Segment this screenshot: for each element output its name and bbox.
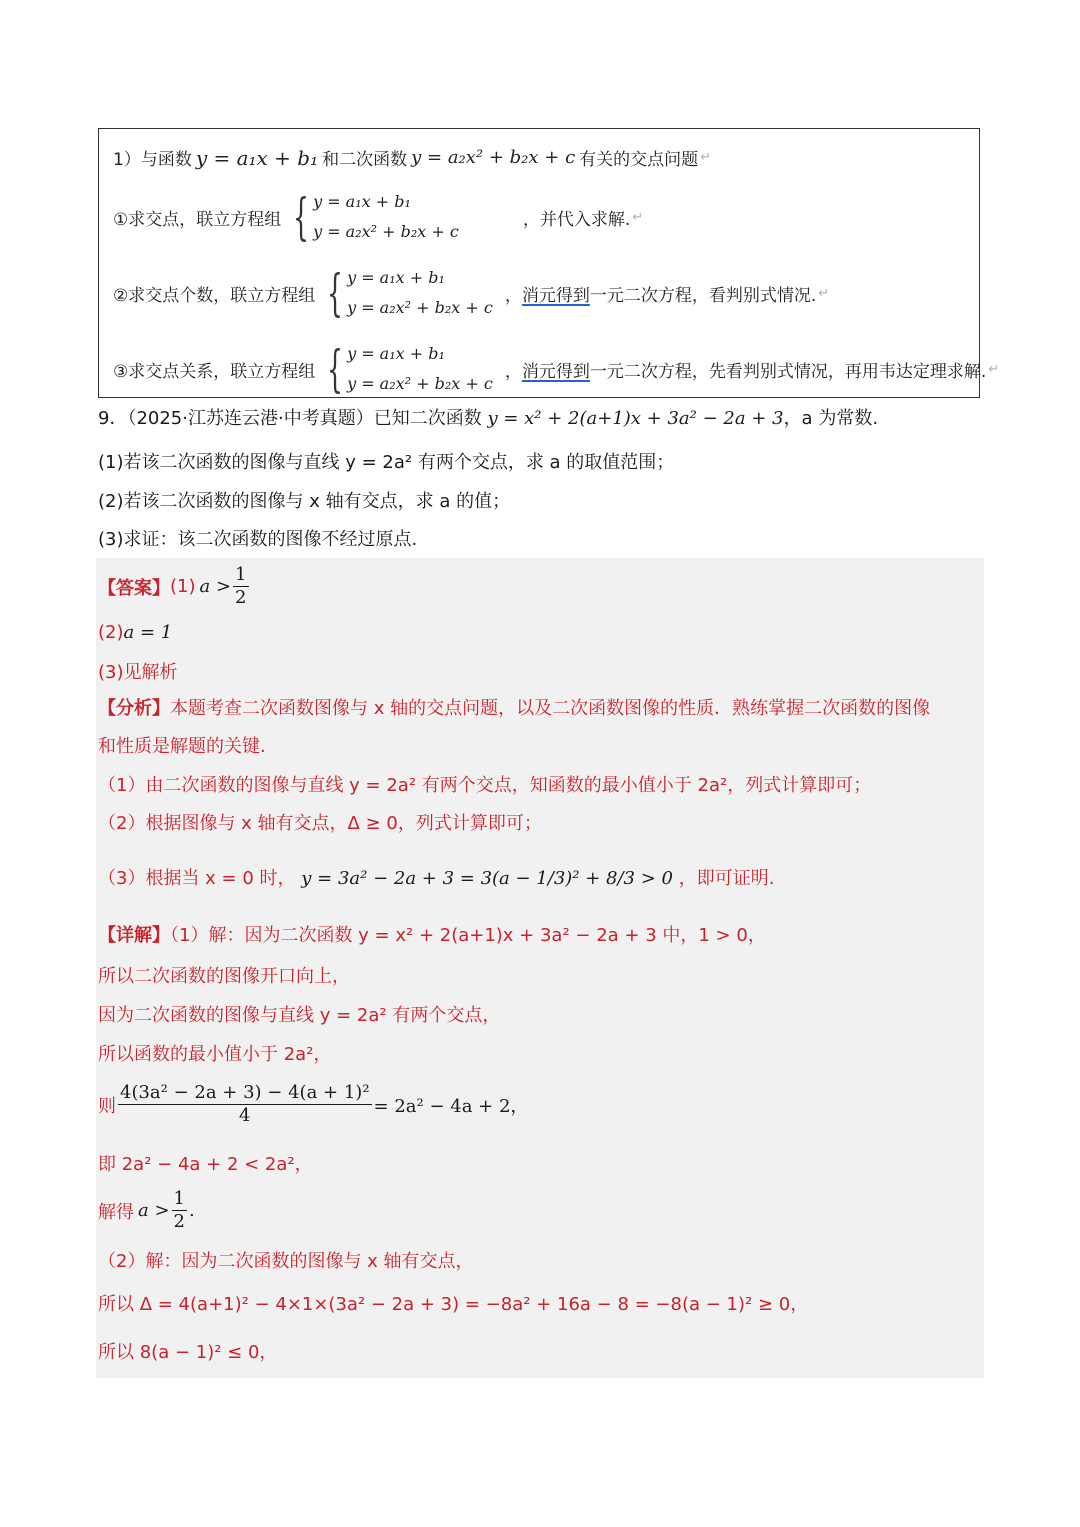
analysis-point-3: （3）根据当 x = 0 时， y = 3a² − 2a + 3 = 3(a − 1/3)² + 8/3 > 0 ，即可证明. [98,868,775,889]
detail-line-4: 所以函数的最小值小于 2a²， [98,1044,332,1065]
answer-line: 【答案】 (1) a > $\frac{1}{2}$ [98,564,247,608]
fraction-expression: $\frac{\text{4(3a² − 2a + 3) − 4(a + 1)²}}{4}$ [120,1082,370,1126]
question-part-3: (3)求证：该二次函数的图像不经过原点. [98,529,418,550]
detail-line-5: 则 $\frac{\text{4(3a² − 2a + 3) − 4(a + 1)²}}{4}$ = 2a² − 4a + 2， [98,1082,529,1126]
answer-part-3: (3)见解析 [98,662,178,683]
brace: { [327,264,344,322]
summary-line-4: ③求交点关系，联立方程组 { y = a₁x + b₁ y = a₂x² + b₂x + c ， 消元得到 一元二次方程，先看判别式情况，再用韦达定理求解. ↵ [113,340,1000,398]
fraction-one-half: $\frac{1}{2}$ [173,1188,185,1232]
question-part-1: (1)若该二次函数的图像与直线 y = 2a² 有两个交点，求 a 的取值范围； [98,452,675,473]
summary-line-2: ①求交点，联立方程组 { y = a₁x + b₁ y = a₂x² + b₂x + c ，并代入求解. ↵ [113,188,644,246]
analysis-point-2: （2）根据图像与 x 轴有交点，Δ ≥ 0，列式计算即可； [98,813,542,834]
detail-line-10: 所以 8(a − 1)² ≤ 0， [98,1342,278,1363]
detail-line-3: 因为二次函数的图像与直线 y = 2a² 有两个交点， [98,1005,501,1026]
detail-line-9: 所以 Δ = 4(a+1)² − 4×1×(3a² − 2a + 3) = −8a² + 16a − 8 = −8(a − 1)² ≥ 0， [98,1294,809,1315]
question-part-2: (2)若该二次函数的图像与 x 轴有交点，求 a 的值； [98,491,511,512]
equation-system: { y = a₁x + b₁ y = a₂x² + b₂x + c [327,340,493,398]
summary-line-3: ②求交点个数，联立方程组 { y = a₁x + b₁ y = a₂x² + b₂x + c ， 消元得到 一元二次方程，看判别式情况. ↵ [113,264,830,322]
method-summary-box [98,128,1000,398]
brace: { [293,188,310,246]
fraction-one-half: $\frac{1}{2}$ [235,564,247,608]
analysis-line-1: 【分析】本题考查二次函数图像与 x 轴的交点问题，以及二次函数图像的性质．熟练掌握二次函数的图像 [98,698,931,719]
detail-line-2: 所以二次函数的图像开口向上， [98,966,350,987]
equation-system: { y = a₁x + b₁ y = a₂x² + b₂x + c [327,264,493,322]
summary-line-1: 1）与函数 y = a₁x + b₁ 和二次函数 y = a₂x² + b₂x + c 有关的交点问题 ↵ [113,145,712,170]
detail-line-6: 即 2a² − 4a + 2 < 2a²， [98,1154,313,1175]
detail-line-8: （2）解：因为二次函数的图像与 x 轴有交点， [98,1251,474,1272]
analysis-point-1: （1）由二次函数的图像与直线 y = 2a² 有两个交点，知函数的最小值小于 2a²，列式计算即可； [98,775,872,796]
analysis-line-2: 和性质是解题的关键. [98,736,266,757]
equation-system: { y = a₁x + b₁ y = a₂x² + b₂x + c [293,188,459,246]
detail-line-7: 解得 a > $\frac{1}{2}$ . [98,1188,195,1232]
brace: { [327,340,344,398]
answer-part-2: (2)a = 1 [98,622,173,643]
question-header: 9．（2025·江苏连云港·中考真题）已知二次函数 y = x² + 2(a+1)x + 3a² − 2a + 3，a 为常数. [98,408,879,429]
detail-line-1: 【详解】（1）解：因为二次函数 y = x² + 2(a+1)x + 3a² − 2a + 3 中，1 > 0， [98,925,766,946]
